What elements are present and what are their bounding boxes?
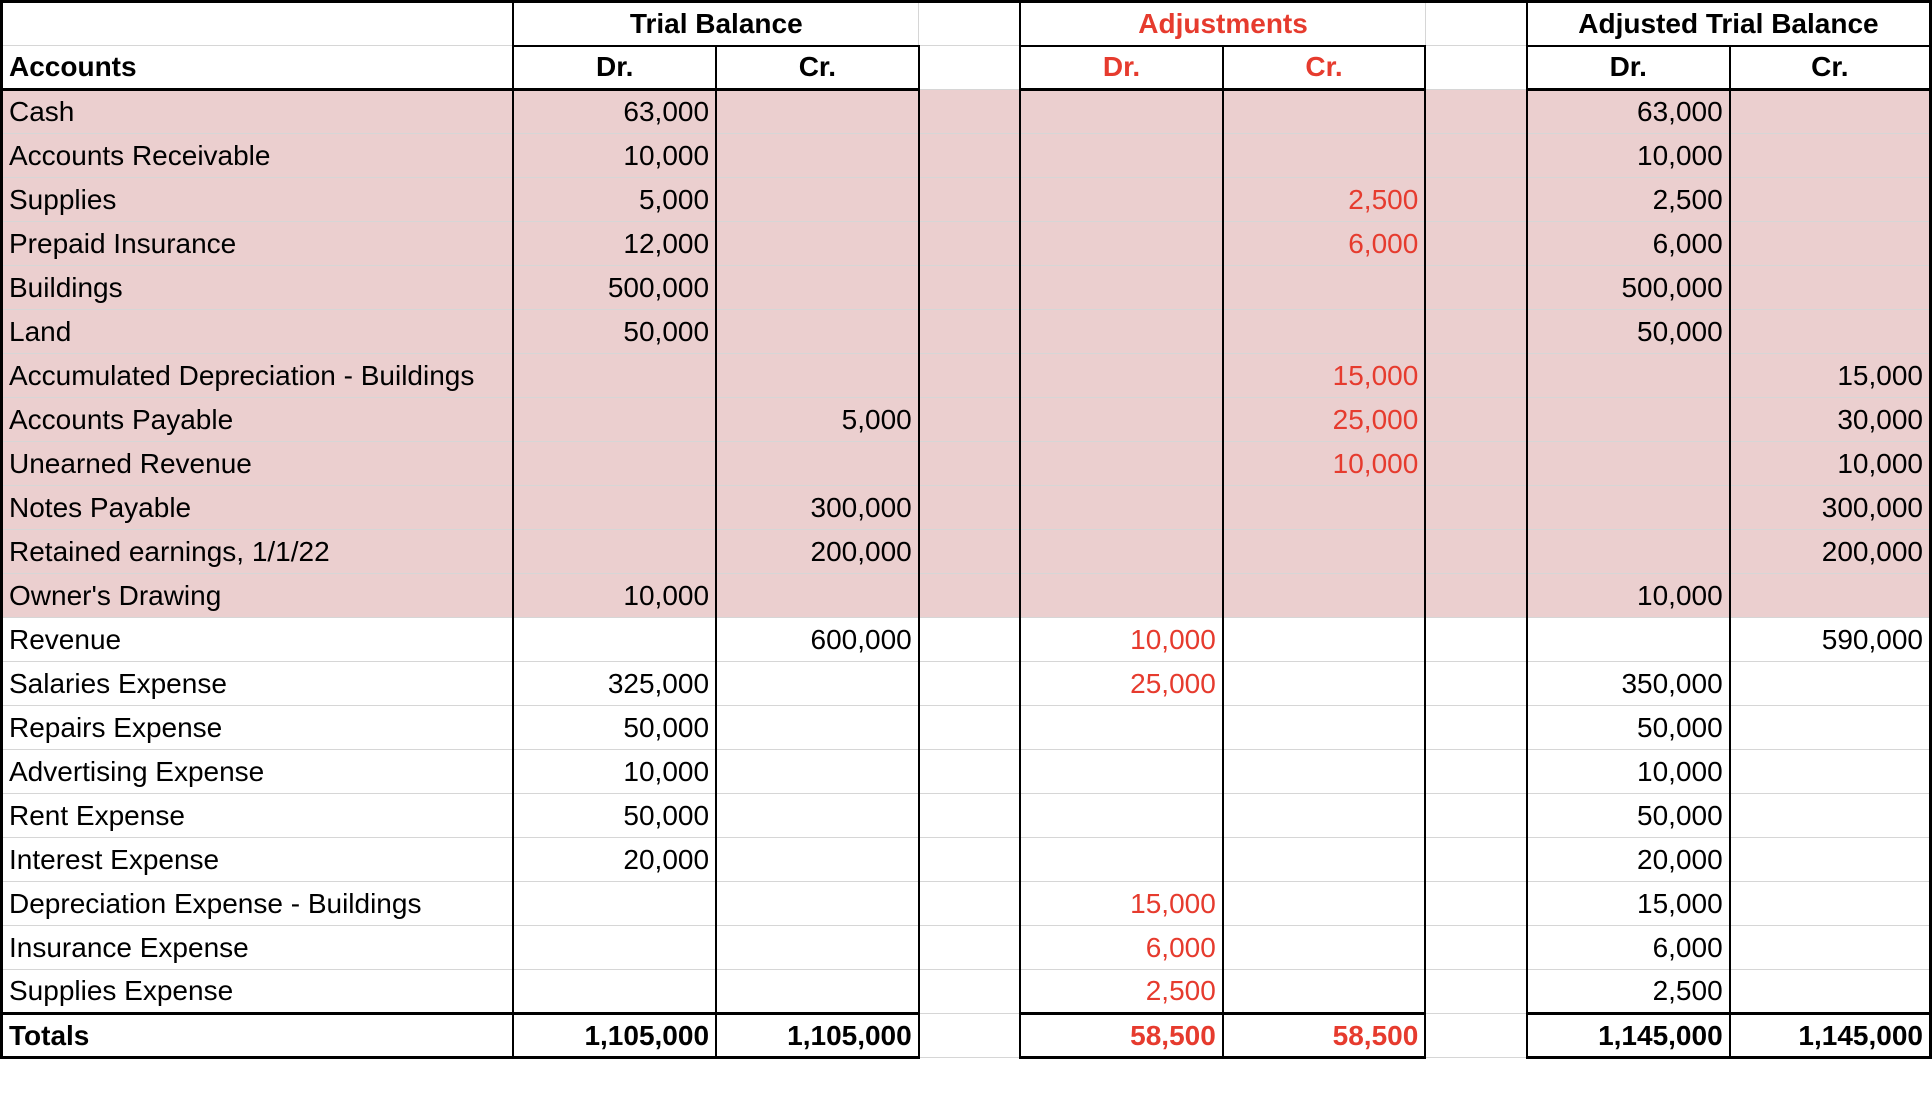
- adj-dr-cell: 10,000: [1020, 618, 1223, 662]
- spacer-cell: [1425, 574, 1527, 618]
- atb-dr-cell: [1527, 530, 1730, 574]
- adj-dr-cell: [1020, 442, 1223, 486]
- atb-cr-cell: [1730, 134, 1931, 178]
- account-name: Salaries Expense: [2, 662, 514, 706]
- table-row: [2, 794, 1931, 838]
- tb-dr-cell: 50,000: [513, 794, 716, 838]
- table-row: [2, 90, 1931, 134]
- tb-dr-cell: 500,000: [513, 266, 716, 310]
- adj-cr-cell: 10,000: [1223, 442, 1426, 486]
- spacer-cell: [1425, 662, 1527, 706]
- adj-cr-cell: [1223, 750, 1426, 794]
- adj-dr-cell: 6,000: [1020, 926, 1223, 970]
- adj-dr-header: Dr.: [1020, 46, 1223, 90]
- tb-cr-cell: [716, 574, 919, 618]
- tb-dr-cell: 325,000: [513, 662, 716, 706]
- adj-cr-cell: [1223, 574, 1426, 618]
- tb-cr-cell: [716, 266, 919, 310]
- tb-dr-cell: [513, 882, 716, 926]
- adj-cr-cell: [1223, 838, 1426, 882]
- adj-dr-cell: [1020, 750, 1223, 794]
- account-name: Interest Expense: [2, 838, 514, 882]
- spacer-cell: [919, 222, 1021, 266]
- adj-cr-cell: [1223, 662, 1426, 706]
- trial-balance-header: Trial Balance: [513, 2, 918, 46]
- totals-row: [2, 1014, 1931, 1058]
- table-row: [2, 354, 1931, 398]
- spacer-cell: [1425, 354, 1527, 398]
- spacer-cell: [1425, 486, 1527, 530]
- spacer-cell: [919, 838, 1021, 882]
- spacer-cell: [1425, 134, 1527, 178]
- atb-dr-cell: 50,000: [1527, 310, 1730, 354]
- tb-dr-cell: 5,000: [513, 178, 716, 222]
- atb-cr-cell: [1730, 882, 1931, 926]
- atb-cr-cell: 15,000: [1730, 354, 1931, 398]
- account-name: Land: [2, 310, 514, 354]
- table-row: [2, 178, 1931, 222]
- table-row: [2, 530, 1931, 574]
- adj-dr-cell: [1020, 398, 1223, 442]
- tb-dr-cell: [513, 618, 716, 662]
- atb-cr-cell: [1730, 970, 1931, 1014]
- table-row: [2, 310, 1931, 354]
- atb-dr-header: Dr.: [1527, 46, 1730, 90]
- adj-cr-cell: [1223, 266, 1426, 310]
- adjusted-trial-balance-header: Adjusted Trial Balance: [1527, 2, 1931, 46]
- atb-cr-cell: [1730, 838, 1931, 882]
- adj-dr-cell: [1020, 838, 1223, 882]
- tb-cr-cell: [716, 662, 919, 706]
- adj-cr-cell: [1223, 794, 1426, 838]
- atb-dr-cell: 10,000: [1527, 750, 1730, 794]
- spacer-cell: [919, 794, 1021, 838]
- spacer-cell: [919, 178, 1021, 222]
- tb-dr-cell: 10,000: [513, 574, 716, 618]
- table-row: [2, 926, 1931, 970]
- adj-dr-cell: 25,000: [1020, 662, 1223, 706]
- spacer-cell: [919, 486, 1021, 530]
- table-row: [2, 750, 1931, 794]
- account-name: Owner's Drawing: [2, 574, 514, 618]
- table-row: [2, 398, 1931, 442]
- atb-dr-cell: [1527, 398, 1730, 442]
- atb-cr-cell: [1730, 310, 1931, 354]
- atb-cr-cell: [1730, 178, 1931, 222]
- atb-dr-cell: 63,000: [1527, 90, 1730, 134]
- total-adj-cr: 58,500: [1223, 1014, 1426, 1058]
- tb-dr-cell: [513, 486, 716, 530]
- adj-cr-cell: [1223, 882, 1426, 926]
- atb-dr-cell: 50,000: [1527, 794, 1730, 838]
- account-name: Rent Expense: [2, 794, 514, 838]
- adj-dr-cell: [1020, 706, 1223, 750]
- adj-dr-cell: [1020, 486, 1223, 530]
- atb-cr-cell: [1730, 706, 1931, 750]
- adj-cr-cell: [1223, 970, 1426, 1014]
- header-row-groups: [2, 2, 1931, 46]
- spacer-cell: [919, 662, 1021, 706]
- tb-cr-cell: [716, 970, 919, 1014]
- account-name: Revenue: [2, 618, 514, 662]
- spacer-cell: [1425, 2, 1527, 46]
- adj-dr-cell: 15,000: [1020, 882, 1223, 926]
- adj-cr-cell: [1223, 310, 1426, 354]
- spacer-cell: [1425, 970, 1527, 1014]
- atb-cr-cell: [1730, 926, 1931, 970]
- adj-cr-cell: 15,000: [1223, 354, 1426, 398]
- total-adj-dr: 58,500: [1020, 1014, 1223, 1058]
- header-blank-cell: [2, 2, 514, 46]
- adj-dr-cell: [1020, 794, 1223, 838]
- spacer-cell: [919, 46, 1021, 90]
- spacer-cell: [1425, 266, 1527, 310]
- table-row: [2, 222, 1931, 266]
- spacer-cell: [1425, 222, 1527, 266]
- tb-cr-cell: 200,000: [716, 530, 919, 574]
- account-name: Cash: [2, 90, 514, 134]
- spacer-cell: [919, 1014, 1021, 1058]
- adj-dr-cell: [1020, 266, 1223, 310]
- atb-dr-cell: 2,500: [1527, 970, 1730, 1014]
- table-row: [2, 134, 1931, 178]
- tb-cr-cell: [716, 178, 919, 222]
- spacer-cell: [1425, 838, 1527, 882]
- adj-cr-cell: [1223, 618, 1426, 662]
- adj-cr-cell: 25,000: [1223, 398, 1426, 442]
- tb-cr-cell: [716, 838, 919, 882]
- atb-dr-cell: [1527, 354, 1730, 398]
- spacer-cell: [919, 2, 1021, 46]
- spacer-cell: [919, 882, 1021, 926]
- spacer-cell: [1425, 618, 1527, 662]
- tb-cr-cell: [716, 794, 919, 838]
- account-name: Supplies: [2, 178, 514, 222]
- tb-dr-cell: 63,000: [513, 90, 716, 134]
- spacer-cell: [1425, 882, 1527, 926]
- account-name: Unearned Revenue: [2, 442, 514, 486]
- account-name: Supplies Expense: [2, 970, 514, 1014]
- adj-cr-cell: [1223, 486, 1426, 530]
- table-row: [2, 618, 1931, 662]
- adj-dr-cell: [1020, 222, 1223, 266]
- spacer-cell: [919, 618, 1021, 662]
- adj-dr-cell: [1020, 574, 1223, 618]
- atb-cr-cell: [1730, 90, 1931, 134]
- accounts-column-header: Accounts: [2, 46, 514, 90]
- total-atb-dr: 1,145,000: [1527, 1014, 1730, 1058]
- tb-dr-cell: 12,000: [513, 222, 716, 266]
- tb-cr-cell: 600,000: [716, 618, 919, 662]
- atb-cr-cell: [1730, 222, 1931, 266]
- spacer-cell: [919, 442, 1021, 486]
- spacer-cell: [1425, 1014, 1527, 1058]
- atb-dr-cell: [1527, 618, 1730, 662]
- adj-dr-cell: 2,500: [1020, 970, 1223, 1014]
- tb-cr-cell: [716, 882, 919, 926]
- adjustments-header: Adjustments: [1020, 2, 1425, 46]
- atb-dr-cell: 10,000: [1527, 574, 1730, 618]
- header-row-columns: [2, 46, 1931, 90]
- tb-dr-cell: 10,000: [513, 134, 716, 178]
- atb-dr-cell: 50,000: [1527, 706, 1730, 750]
- tb-dr-cell: [513, 530, 716, 574]
- atb-cr-cell: 10,000: [1730, 442, 1931, 486]
- adj-dr-cell: [1020, 354, 1223, 398]
- tb-dr-cell: [513, 442, 716, 486]
- table-row: [2, 662, 1931, 706]
- atb-cr-cell: 30,000: [1730, 398, 1931, 442]
- total-atb-cr: 1,145,000: [1730, 1014, 1931, 1058]
- account-name: Prepaid Insurance: [2, 222, 514, 266]
- tb-dr-cell: [513, 970, 716, 1014]
- atb-cr-cell: 200,000: [1730, 530, 1931, 574]
- atb-dr-cell: 500,000: [1527, 266, 1730, 310]
- atb-dr-cell: 15,000: [1527, 882, 1730, 926]
- tb-cr-cell: [716, 706, 919, 750]
- spacer-cell: [1425, 530, 1527, 574]
- atb-dr-cell: 6,000: [1527, 222, 1730, 266]
- atb-dr-cell: 350,000: [1527, 662, 1730, 706]
- spacer-cell: [919, 530, 1021, 574]
- adj-dr-cell: [1020, 90, 1223, 134]
- atb-dr-cell: [1527, 486, 1730, 530]
- tb-cr-cell: [716, 354, 919, 398]
- adj-cr-cell: 2,500: [1223, 178, 1426, 222]
- tb-cr-cell: [716, 90, 919, 134]
- tb-dr-cell: [513, 398, 716, 442]
- spacer-cell: [919, 90, 1021, 134]
- atb-cr-cell: [1730, 266, 1931, 310]
- spacer-cell: [919, 310, 1021, 354]
- table-row: [2, 266, 1931, 310]
- spacer-cell: [1425, 750, 1527, 794]
- atb-cr-cell: 300,000: [1730, 486, 1931, 530]
- tb-dr-cell: 10,000: [513, 750, 716, 794]
- atb-cr-cell: [1730, 662, 1931, 706]
- spacer-cell: [919, 398, 1021, 442]
- tb-cr-cell: [716, 442, 919, 486]
- tb-cr-cell: 5,000: [716, 398, 919, 442]
- table-row: [2, 574, 1931, 618]
- adj-cr-cell: [1223, 90, 1426, 134]
- spacer-cell: [1425, 90, 1527, 134]
- spacer-cell: [1425, 706, 1527, 750]
- tb-cr-cell: [716, 134, 919, 178]
- table-row: [2, 486, 1931, 530]
- spacer-cell: [919, 926, 1021, 970]
- tb-dr-cell: 50,000: [513, 706, 716, 750]
- tb-cr-cell: [716, 222, 919, 266]
- atb-cr-header: Cr.: [1730, 46, 1931, 90]
- tb-cr-cell: 300,000: [716, 486, 919, 530]
- account-name: Repairs Expense: [2, 706, 514, 750]
- table-row: [2, 706, 1931, 750]
- spacer-cell: [919, 266, 1021, 310]
- spacer-cell: [919, 354, 1021, 398]
- spacer-cell: [1425, 926, 1527, 970]
- atb-dr-cell: 10,000: [1527, 134, 1730, 178]
- adj-dr-cell: [1020, 134, 1223, 178]
- atb-cr-cell: [1730, 750, 1931, 794]
- atb-cr-cell: [1730, 794, 1931, 838]
- atb-dr-cell: 6,000: [1527, 926, 1730, 970]
- atb-dr-cell: [1527, 442, 1730, 486]
- tb-cr-cell: [716, 750, 919, 794]
- account-name: Depreciation Expense - Buildings: [2, 882, 514, 926]
- spacer-cell: [1425, 46, 1527, 90]
- adj-cr-cell: 6,000: [1223, 222, 1426, 266]
- adj-cr-cell: [1223, 706, 1426, 750]
- spacer-cell: [1425, 178, 1527, 222]
- account-name: Accumulated Depreciation - Buildings: [2, 354, 514, 398]
- adj-cr-header: Cr.: [1223, 46, 1426, 90]
- table-row: [2, 442, 1931, 486]
- account-name: Insurance Expense: [2, 926, 514, 970]
- tb-cr-cell: [716, 926, 919, 970]
- account-name: Retained earnings, 1/1/22: [2, 530, 514, 574]
- atb-cr-cell: [1730, 574, 1931, 618]
- spacer-cell: [1425, 398, 1527, 442]
- tb-dr-cell: 50,000: [513, 310, 716, 354]
- spacer-cell: [919, 970, 1021, 1014]
- adj-cr-cell: [1223, 926, 1426, 970]
- account-name: Notes Payable: [2, 486, 514, 530]
- tb-cr-cell: [716, 310, 919, 354]
- tb-dr-cell: [513, 354, 716, 398]
- adj-dr-cell: [1020, 178, 1223, 222]
- table-row: [2, 882, 1931, 926]
- table-row: [2, 970, 1931, 1014]
- account-name: Accounts Receivable: [2, 134, 514, 178]
- adj-cr-cell: [1223, 530, 1426, 574]
- account-name: Advertising Expense: [2, 750, 514, 794]
- atb-dr-cell: 20,000: [1527, 838, 1730, 882]
- spacer-cell: [919, 134, 1021, 178]
- spacer-cell: [919, 750, 1021, 794]
- adj-dr-cell: [1020, 310, 1223, 354]
- total-tb-cr: 1,105,000: [716, 1014, 919, 1058]
- adj-cr-cell: [1223, 134, 1426, 178]
- tb-dr-cell: 20,000: [513, 838, 716, 882]
- atb-cr-cell: 590,000: [1730, 618, 1931, 662]
- table-row: [2, 838, 1931, 882]
- spacer-cell: [1425, 442, 1527, 486]
- atb-dr-cell: 2,500: [1527, 178, 1730, 222]
- tb-dr-header: Dr.: [513, 46, 716, 90]
- spacer-cell: [919, 574, 1021, 618]
- spacer-cell: [919, 706, 1021, 750]
- account-name: Accounts Payable: [2, 398, 514, 442]
- adj-dr-cell: [1020, 530, 1223, 574]
- tb-dr-cell: [513, 926, 716, 970]
- spacer-cell: [1425, 310, 1527, 354]
- totals-label: Totals: [2, 1014, 514, 1058]
- account-name: Buildings: [2, 266, 514, 310]
- total-tb-dr: 1,105,000: [513, 1014, 716, 1058]
- spacer-cell: [1425, 794, 1527, 838]
- tb-cr-header: Cr.: [716, 46, 919, 90]
